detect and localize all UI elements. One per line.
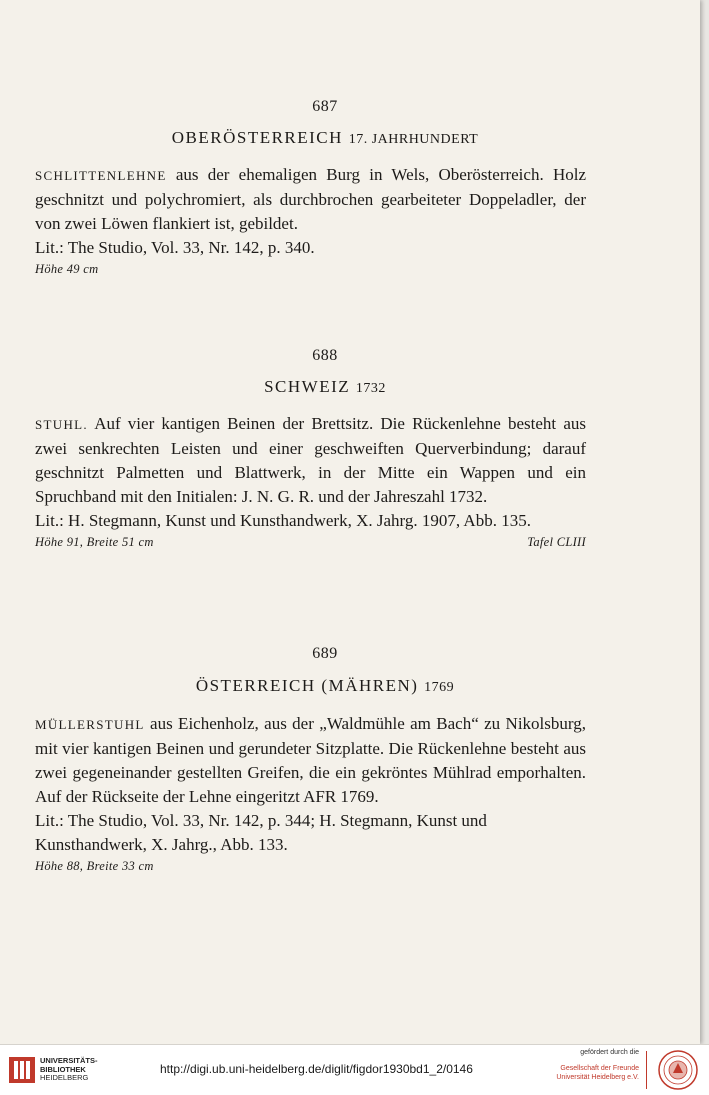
- entry-description: [35, 163, 586, 236]
- plate-reference: Tafel CLIII: [527, 535, 586, 549]
- entry-title-689: [0, 676, 650, 696]
- entry-title-date: 1769: [424, 680, 455, 695]
- dimensions: Höhe 49 cm: [35, 262, 99, 276]
- literature-reference: Lit.: The Studio, Vol. 33, Nr. 142, p. 340.: [35, 238, 315, 257]
- sponsor-lead: gefördert durch die: [580, 1049, 639, 1056]
- object-name: STUHL.: [35, 417, 88, 432]
- literature-reference: Lit.: The Studio, Vol. 33, Nr. 142, p. 344; H. Stegmann, Kunst und Kunsthandwerk, X. Jahrg., Abb. 133.: [35, 811, 487, 854]
- entry-title-687: [0, 128, 650, 148]
- entry-body-689: [35, 712, 586, 875]
- dimensions-row: [35, 260, 586, 278]
- library-name-line1: UNIVERSITÄTS-: [40, 1056, 98, 1065]
- library-name-line3: HEIDELBERG: [40, 1073, 89, 1082]
- entry-body-687: [35, 163, 586, 278]
- sponsor-name-line2: Universität Heidelberg e.V.: [556, 1074, 639, 1081]
- sponsor-name: [556, 1064, 639, 1082]
- library-name: [40, 1057, 98, 1083]
- university-seal-icon: [657, 1049, 699, 1091]
- dimensions: Höhe 91, Breite 51 cm: [35, 535, 154, 549]
- library-name-line2: BIBLIOTHEK: [40, 1064, 86, 1074]
- description-text: aus der ehemaligen Burg in Wels, Oberösterreich. Holz geschnitzt und polychromiert, als durchbrochen gearbeiteter Doppeladler, der von zwei Löwen flankiert ist, gebildet.: [35, 165, 586, 233]
- entry-number-689: 689: [312, 645, 338, 662]
- permalink-url[interactable]: http://digi.ub.uni-heidelberg.de/diglit/figdor1930bd1_2/0146: [160, 1062, 473, 1076]
- description-text: aus Eichenholz, aus der „Waldmühle am Bach“ zu Nikolsburg, mit vier kantigen Beinen und gerundeter Sitzplatte. Die Rückenlehne besteht aus zwei gegeneinander gestellten Greifen, die ein gekröntes Mühlrad emporhalten. Auf der Rückseite der Lehne eingeritzt AFR 1769.: [35, 714, 586, 806]
- sponsor-block: [556, 1049, 639, 1082]
- sponsor-name-line1: Gesellschaft der Freunde: [560, 1065, 639, 1072]
- object-name: MÜLLERSTUHL: [35, 717, 145, 732]
- entry-number-687: 687: [312, 98, 338, 115]
- description-text: Auf vier kantigen Beinen der Brettsitz. Die Rückenlehne besteht aus zwei senkrechten Leisten und einer geschweiften Querverbindung; darauf geschnitzt Palmetten und Blattwerk, in der Mitte ein Wappen und ein Spruchband mit den Initialen: J. N. G. R. und der Jahreszahl 1732.: [35, 414, 586, 506]
- entry-title-688: [0, 377, 650, 397]
- dimensions-row: [35, 857, 586, 875]
- entry-description: [35, 412, 586, 509]
- entry-number-688: 688: [312, 347, 338, 364]
- dimensions: Höhe 88, Breite 33 cm: [35, 859, 154, 873]
- entry-title-main: OBERÖSTERREICH: [171, 128, 343, 147]
- entry-body-688: [35, 412, 586, 551]
- entry-description: [35, 712, 586, 809]
- entry-title-date: 1732: [355, 381, 386, 396]
- dimensions-row: [35, 533, 586, 551]
- entry-title-date: 17. JAHRHUNDERT: [348, 132, 479, 147]
- footer-bar: [0, 1044, 709, 1095]
- literature-reference: Lit.: H. Stegmann, Kunst und Kunsthandwerk, X. Jahrg. 1907, Abb. 135.: [35, 511, 531, 530]
- entry-title-main: SCHWEIZ: [264, 377, 351, 396]
- entry-title-main: ÖSTERREICH (MÄHREN): [195, 676, 419, 695]
- footer-divider: [646, 1051, 647, 1089]
- library-logo-icon: [8, 1056, 36, 1084]
- object-name: SCHLITTENLEHNE: [35, 168, 167, 183]
